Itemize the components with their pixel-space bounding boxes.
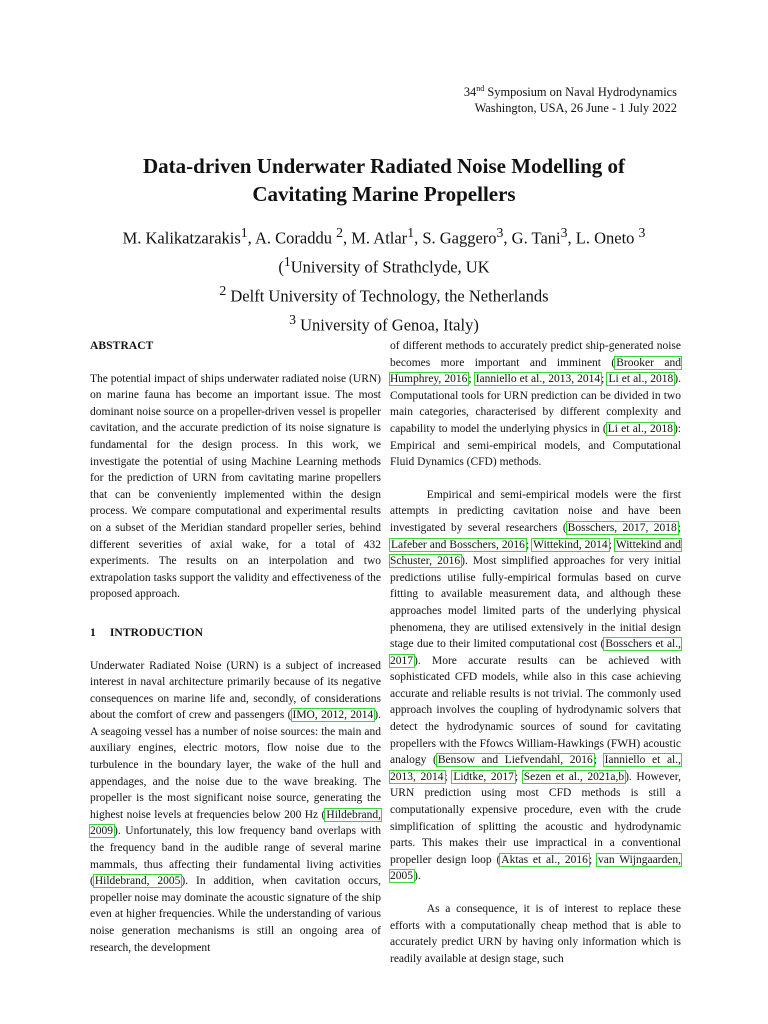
- affiliation-marker: 1: [283, 254, 291, 270]
- body-text: ).: [414, 870, 421, 883]
- conference-ordinal: 34: [463, 85, 477, 100]
- intro-paragraph-1: [90, 658, 381, 957]
- body-text: ). A seagoing vessel has a number of noise sources: the main and auxiliary engines, electric motors, flow noise due to the turbulence in the boundary layer, the wake of the hull and appendages, and the noise due to the wave breaking. The propeller is the most significant noise source, generating the highest noise levels at frequencies below 200 Hz (: [90, 709, 381, 821]
- author-name: , M. Atlar: [343, 228, 408, 248]
- citation-link[interactable]: van Wijngaarden, 2005: [390, 853, 681, 883]
- citation-link[interactable]: Wittekind and Schuster, 2016: [390, 538, 682, 568]
- body-text: Underwater Radiated Noise (URN) is a subject of increased interest in naval architecture primarily because of its negative consequences on marine life and, secondly, of considerations about the comfort of crew and passengers (: [90, 659, 381, 722]
- conference-name-line: [464, 81, 677, 100]
- section-title: INTRODUCTION: [109, 626, 204, 639]
- right-column: [390, 338, 681, 983]
- abstract-heading: ABSTRACT: [90, 340, 154, 352]
- conference-name: Symposium on Naval Hydrodynamics: [487, 85, 677, 100]
- body-text: ;: [525, 538, 533, 551]
- body-text: ;: [593, 754, 604, 767]
- affiliation-marker: 3: [289, 312, 297, 328]
- affiliation-marker: 2: [336, 225, 344, 240]
- affiliation-marker: 1: [407, 225, 415, 240]
- affiliation-marker: 3: [638, 225, 646, 240]
- author-name: M. Kalikatzarakis: [122, 228, 241, 248]
- body-text: ). Unfortunately, this low frequency band overlaps with the frequency band in the audible range of several marine mammals, thus affecting their fundamental living activities (: [90, 825, 381, 888]
- citation-link[interactable]: Brooker and Humphrey, 2016: [390, 356, 681, 386]
- author-name: , A. Coraddu: [247, 228, 337, 248]
- body-text: of different methods to accurately predict ship-generated noise becomes more important and imminent (: [390, 340, 681, 369]
- affiliation-2: [40, 279, 728, 308]
- body-text: ;: [468, 373, 475, 386]
- conference-location-dates: Washington, USA, 26 June - 1 July 2022: [474, 101, 677, 116]
- author-name: , L. Oneto: [567, 228, 639, 248]
- paper-title: [60, 152, 708, 208]
- body-text: ): Empirical and semi-empirical models, and Computational Fluid Dynamics (CFD) methods.: [390, 422, 681, 469]
- author-name: , S. Gaggero: [414, 228, 497, 248]
- body-text: ;: [444, 770, 453, 783]
- body-text: Empirical and semi-empirical models were the first attempts in predicting cavitation noise and have been investigated by several researchers (: [390, 488, 681, 534]
- affiliation-3: [40, 308, 728, 337]
- author-block: [40, 221, 728, 337]
- intro-paragraph-4: As a consequence, it is of interest to replace these efforts with a computationally cheap method that is able to accurately predict URN by having only information which is readily available at design stage, such: [390, 903, 681, 965]
- body-text: ;: [608, 538, 615, 551]
- body-text: ). Most simplified approaches for very initial predictions utilise fully-empirical formulas based on curve fitting to available measurement data, and although these approaches model limited parts of the underlying physical phenomena, they are utilised extensively in the initial design stage due to their limited computational cost (: [390, 555, 681, 651]
- citation-link[interactable]: Bosschers, 2017, 2018: [567, 521, 677, 534]
- affiliation-marker: 3: [560, 225, 568, 240]
- author-name: , G. Tani: [503, 228, 561, 248]
- conference-header: [464, 81, 677, 116]
- title-line-1: Data-driven Underwater Radiated Noise Modelling of: [143, 154, 625, 178]
- affiliation-text: University of Genoa, Italy): [296, 315, 479, 335]
- citation-link[interactable]: Hildebrand, 2009: [90, 808, 381, 838]
- citation-link[interactable]: Wittekind, 2014: [533, 538, 608, 551]
- citation-link[interactable]: Li et al., 2018: [608, 373, 674, 386]
- intro-paragraph-3: [390, 487, 681, 885]
- citation-link[interactable]: Ianniello et al., 2013, 2014: [390, 754, 681, 783]
- citation-link[interactable]: Bensow and Liefvendahl, 2016: [437, 754, 593, 767]
- citation-link[interactable]: Sezen et al., 2021a,b: [523, 770, 625, 783]
- affiliation-marker: 1: [240, 225, 248, 240]
- introduction-heading: [90, 625, 381, 642]
- affiliation-text: University of Strathclyde, UK: [290, 257, 490, 277]
- citation-link[interactable]: Li et al., 2018: [607, 422, 673, 435]
- body-text: ;: [514, 770, 523, 783]
- author-list: [40, 221, 728, 250]
- body-text: ;: [601, 373, 608, 386]
- conference-ordinal-suffix: nd: [476, 84, 485, 93]
- title-line-2: Cavitating Marine Propellers: [252, 182, 516, 206]
- citation-link[interactable]: Hildebrand, 2005: [94, 875, 181, 888]
- body-text: ;: [588, 853, 597, 866]
- left-column: [90, 338, 381, 972]
- affiliation-text: Delft University of Technology, the Netherlands: [226, 286, 549, 306]
- citation-link[interactable]: Ianniello et al., 2013, 2014: [475, 373, 601, 386]
- section-number: 1: [90, 626, 96, 639]
- intro-paragraph-2: [390, 338, 681, 471]
- citation-link[interactable]: Lafeber and Bosschers, 2016: [391, 538, 525, 551]
- abstract-text: The potential impact of ships underwater radiated noise (URN) on marine fauna has become an important issue. The most dominant noise source on a propeller-driven vessel is propeller cavitation, and the accurate prediction of its noise signature is fundamental for the design process. In this work, we investigate the potential of using Machine Learning methods for the prediction of URN from cavitating marine propellers that can be conveniently implemented within the design process. We compare computational and experimental results on a subset of the Meridian standard propeller series, behind different severities of axial wake, for a total of 432 experiments. The results on an interpolation and two extrapolation tasks support the validity and effectiveness of the proposed approach.: [90, 372, 381, 601]
- body-text: ). More accurate results can be achieved with sophisticated CFD models, while also in this case achieving accurate and reliable results is not trivial. The commonly used approach involves the coupling of hydrodynamic solvers that detect the hydrodynamic sources of sound for cavitating propellers with the Ffowcs William-Hawkings (FWH) acoustic analogy (: [390, 654, 681, 767]
- affiliation-marker: 2: [219, 283, 227, 299]
- citation-link[interactable]: Aktas et al., 2016: [501, 853, 588, 866]
- affiliation-marker: 3: [496, 225, 504, 240]
- body-text: ). Computational tools for URN prediction can be divided in two main categories, characterised by different complexity and capability to model the underlying physics in (: [390, 373, 682, 435]
- citation-link[interactable]: Bosschers et al., 2017: [390, 638, 682, 667]
- citation-link[interactable]: IMO, 2012, 2014: [292, 709, 374, 722]
- citation-link[interactable]: Lidtke, 2017: [453, 770, 514, 783]
- affiliation-1: [40, 250, 728, 279]
- affiliation-paren: (: [278, 257, 284, 277]
- body-text: ). In addition, when cavitation occurs, propeller noise may dominate the acoustic signature of the ship even at higher frequencies. While the understanding of various noise generation mechanisms is still an ongoing area of research, the development: [90, 875, 382, 954]
- body-text: ;: [677, 521, 682, 534]
- body-text: ). However, URN prediction using most CFD methods is still a computationally expensive procedure, even with the crude simplification of splitting the acoustic and hydrodynamic parts. This makes their use impractical in a conventional propeller design loop (: [390, 770, 681, 866]
